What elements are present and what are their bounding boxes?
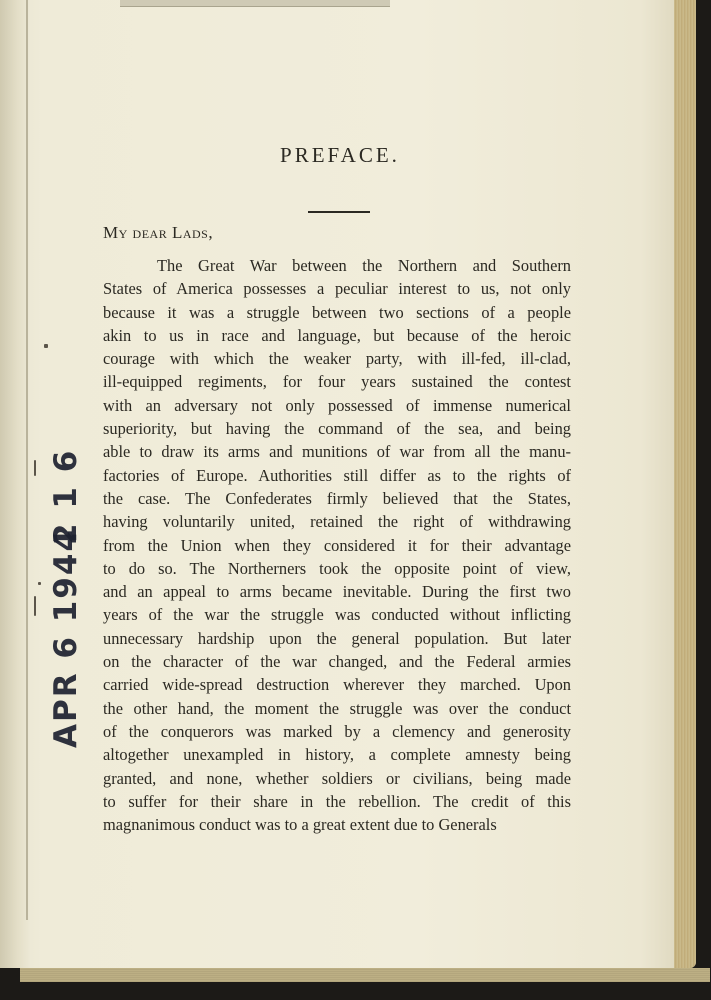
text-line: to suffer for their share in the rebellion. The credit of this <box>103 791 571 811</box>
text-line: of the conquerors was marked by a clemency and generosity <box>103 721 571 741</box>
ink-speck <box>38 582 41 585</box>
text-line: magnanimous conduct was to a great extent due to Generals <box>103 815 497 835</box>
text-line: altogether unexampled in history, a complete amnesty being <box>103 745 571 765</box>
salutation: My dear Lads, <box>103 223 214 242</box>
text-line: granted, and none, whether soldiers or civilians, being made <box>103 768 571 788</box>
page-edges-bottom <box>20 968 710 982</box>
library-stamp-date: APR 6 1944 <box>48 527 84 748</box>
text-line: with an adversary not only possessed of immense numerical <box>103 395 571 415</box>
text-line: carried wide-spread destruction wherever they marched. Upon <box>103 675 571 695</box>
text-line: States of America possesses a peculiar interest to us, not only <box>103 279 571 299</box>
page-top-edge <box>120 0 390 7</box>
text-line: the case. The Confederates firmly believed that the States, <box>103 488 571 508</box>
text-line: ill-equipped regiments, for four years sustained the contest <box>103 372 571 392</box>
library-stamp-number: 2 1 6 <box>48 448 84 545</box>
text-line: to do so. The Northerners took the opposite point of view, <box>103 558 571 578</box>
text-line: years of the war the struggle was conducted without inflicting <box>103 605 571 625</box>
text-line: unnecessary hardship upon the general population. But later <box>103 628 571 648</box>
text-line: The Great War between the Northern and Southern <box>157 256 571 275</box>
preface-body <box>103 254 571 836</box>
binding-line <box>26 0 28 920</box>
ink-speck <box>34 596 36 616</box>
text-line: having voluntarily united, retained the right of withdrawing <box>103 512 571 532</box>
text-line: factories of Europe. Authorities still differ as to the rights of <box>103 465 571 485</box>
text-line: from the Union when they considered it for their advantage <box>103 535 571 555</box>
ink-speck <box>44 344 48 348</box>
text-line: akin to us in race and language, but because of the heroic <box>103 325 571 345</box>
text-line: able to draw its arms and munitions of war from all the manu- <box>103 442 571 462</box>
text-line: courage with which the weaker party, with ill-fed, ill-clad, <box>103 349 571 369</box>
text-line: superiority, but having the command of the sea, and being <box>103 419 571 439</box>
text-line: and an appeal to arms became inevitable. During the first two <box>103 582 571 602</box>
text-line: because it was a struggle between two sections of a people <box>103 302 571 322</box>
text-line: the other hand, the moment the struggle was over the conduct <box>103 698 571 718</box>
page-title: PREFACE. <box>280 143 400 167</box>
ink-speck <box>34 460 36 476</box>
text-line: on the character of the war changed, and the Federal armies <box>103 652 571 672</box>
title-rule <box>308 211 370 213</box>
